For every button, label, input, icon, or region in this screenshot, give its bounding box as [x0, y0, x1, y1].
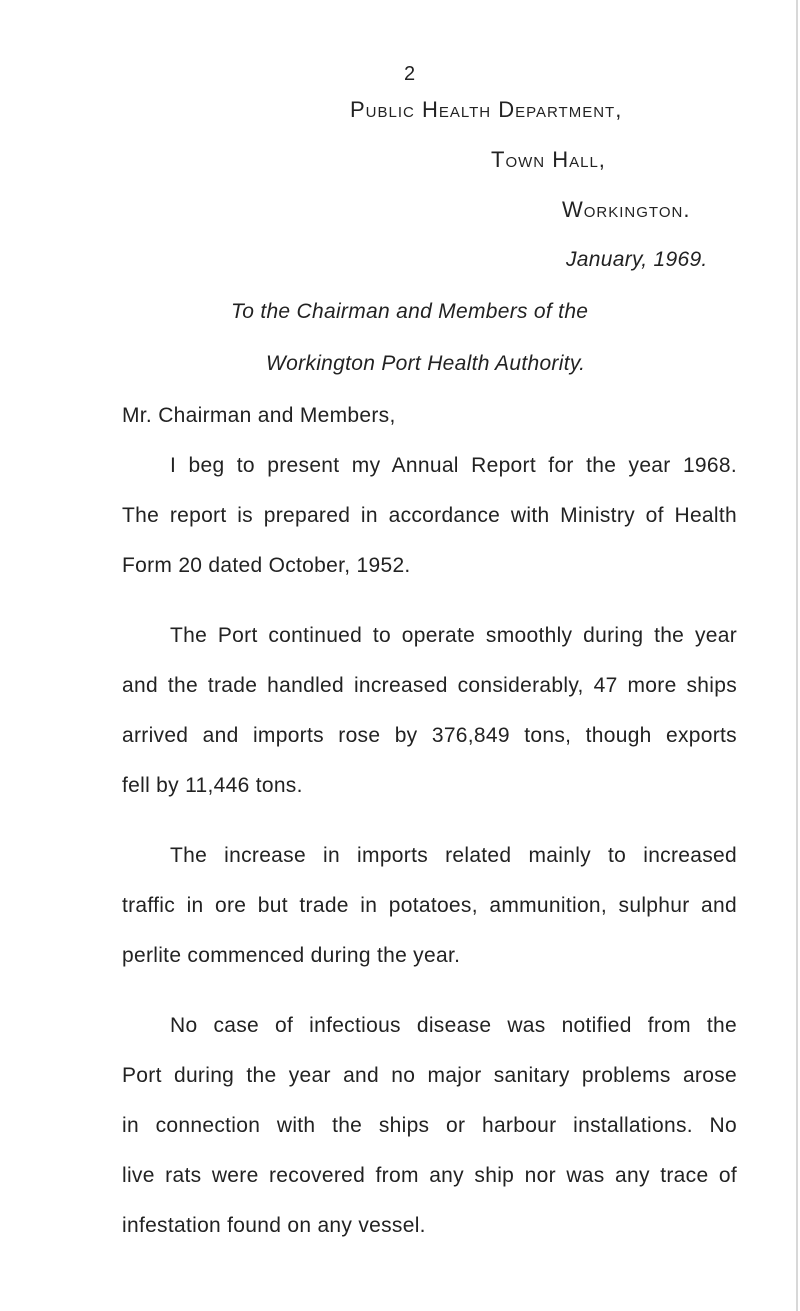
paragraph-1-line-3: Form 20 dated October, 1952. [122, 554, 411, 577]
paragraph-1-line-2: The report is prepared in accordance with Ministry of Health [122, 504, 737, 527]
letter-date: January, 1969. [566, 248, 708, 271]
paragraph-2-line-1: The Port continued to operate smoothly during the year [170, 624, 737, 647]
addressee-line-1: To the Chairman and Members of the [231, 300, 589, 323]
paragraph-4-line-3: in connection with the ships or harbour installations. No [122, 1114, 737, 1137]
paragraph-4-line-2: Port during the year and no major sanitary problems arose [122, 1064, 737, 1087]
address-line-2: Town Hall, [491, 147, 606, 172]
paragraph-3-line-3: perlite commenced during the year. [122, 944, 461, 967]
paragraph-1-line-1: I beg to present my Annual Report for the year 1968. [170, 454, 737, 477]
paragraph-4-line-1: No case of infectious disease was notified from the [170, 1014, 737, 1037]
paragraph-3-line-1: The increase in imports related mainly to increased [170, 844, 737, 867]
address-line-1: Public Health Department, [350, 97, 623, 122]
paragraph-2-line-2: and the trade handled increased considerably, 47 more ships [122, 674, 737, 697]
address-line-3: Workington. [562, 197, 691, 222]
paragraph-4-line-4: live rats were recovered from any ship nor was any trace of [122, 1164, 737, 1187]
salutation: Mr. Chairman and Members, [122, 404, 396, 427]
page-edge-shadow [796, 0, 798, 1311]
addressee-line-2: Workington Port Health Authority. [266, 352, 586, 375]
paragraph-3-line-2: traffic in ore but trade in potatoes, ammunition, sulphur and [122, 894, 737, 917]
paragraph-2-line-4: fell by 11,446 tons. [122, 774, 303, 797]
paragraph-4-line-5: infestation found on any vessel. [122, 1214, 426, 1237]
paragraph-2-line-3: arrived and imports rose by 376,849 tons, though exports [122, 724, 737, 747]
page-number: 2 [404, 63, 416, 85]
